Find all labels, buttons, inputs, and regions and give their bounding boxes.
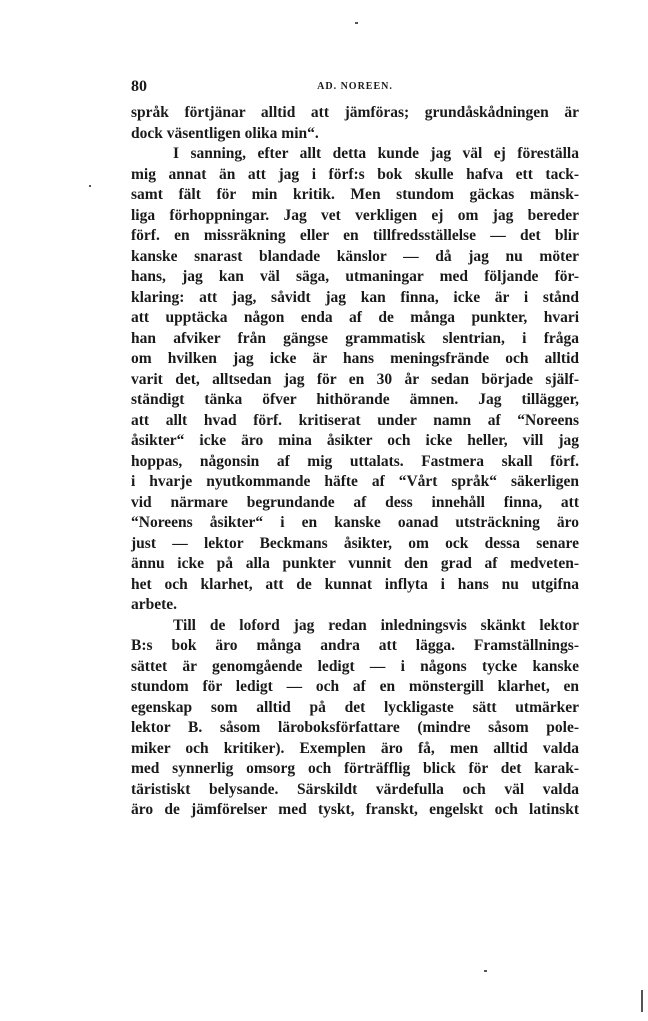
speck-mark [484, 970, 487, 972]
text-line: B:s bok äro många andra att lägga. Framställnings- [131, 637, 579, 654]
text-line: “Noreens åsikter“ i en kanske oanad utsträckning äro [131, 514, 579, 531]
text-line: sättet är genomgående ledigt — i någons tycke kanske [131, 657, 579, 675]
text-line: stundom för ledigt — och af en mönstergill klarhet, en [131, 678, 579, 695]
text-line: med synnerlig omsorg och förträfflig blick för det karak- [131, 760, 579, 777]
running-head: AD. NOREEN. [317, 81, 393, 92]
page-edge-mark [641, 990, 643, 1012]
text-line: lektor B. såsom läroboksförfattare (mindre såsom pole- [131, 719, 579, 736]
text-line: i hvarje nyutkommande häfte af “Vårt språk“ säkerligen [131, 473, 579, 490]
text-line: hans, jag kan väl säga, utmaningar med följande för- [131, 268, 579, 285]
page-header [131, 78, 579, 98]
speck-mark [355, 22, 358, 24]
text-line: dock väsentligen olika min“. [131, 124, 319, 142]
text-line: egenskap som alltid på det lyckligaste sätt utmärker [131, 698, 579, 716]
text-line: täristiskt belysande. Särskildt värdefulla och väl valda [131, 780, 579, 798]
text-line: varit det, alltsedan jag för en 30 år sedan började själf- [131, 370, 579, 388]
text-line: just — lektor Beckmans åsikter, om ock dessa senare [131, 534, 579, 552]
speck-mark [89, 185, 91, 187]
text-line: förf. en missräkning eller en tillfredsställelse — det blir [131, 227, 579, 244]
text-line: Till de loford jag redan inledningsvis skänkt lektor [173, 616, 579, 634]
text-line: mig annat än att jag i förf:s bok skulle hafva ett tack- [131, 165, 579, 183]
text-line: åsikter“ icke äro mina åsikter och icke heller, vill jag [131, 432, 579, 449]
text-line: miker och kritiker). Exemplen äro få, men alltid valda [131, 739, 579, 757]
text-line: språk förtjänar alltid att jämföras; grundåskådningen är [131, 104, 579, 121]
text-line: het och klarhet, att de kunnat inflyta i hans nu utgifna [131, 575, 579, 593]
body-text [131, 103, 579, 821]
text-line: äro de jämförelser med tyskt, franskt, engelskt och latinskt [131, 801, 579, 818]
text-line: kanske snarast blandade känslor — då jag nu möter [131, 247, 579, 265]
text-line: arbete. [131, 596, 178, 613]
text-line: hoppas, någonsin af mig uttalats. Fastmera skall förf. [131, 452, 579, 470]
text-line: I sanning, efter allt detta kunde jag väl ej föreställa [173, 145, 579, 162]
text-line: om hvilken jag icke är hans meningsfrände och alltid [131, 350, 579, 367]
text-line: vid närmare begrundande af dess innehåll finna, att [131, 493, 579, 511]
text-line: ständigt tänka öfver hithörande ämnen. Jag tillägger, [131, 391, 579, 408]
text-line: liga förhoppningar. Jag vet verkligen ej om jag bereder [131, 206, 579, 224]
text-line: han afviker från gängse grammatisk slentrian, i fråga [131, 329, 579, 347]
text-line: att allt hvad förf. kritiserat under namn af “Noreens [131, 411, 579, 429]
page-number: 80 [131, 78, 147, 95]
text-line: samt fält för min kritik. Men stundom gäckas mänsk- [131, 186, 579, 203]
text-line: ännu icke på alla punkter vunnit den grad af medveten- [131, 555, 579, 572]
text-line: att upptäcka någon enda af de många punkter, hvari [131, 309, 579, 326]
text-line: klaring: att jag, såvidt jag kan finna, icke är i stånd [131, 288, 579, 306]
